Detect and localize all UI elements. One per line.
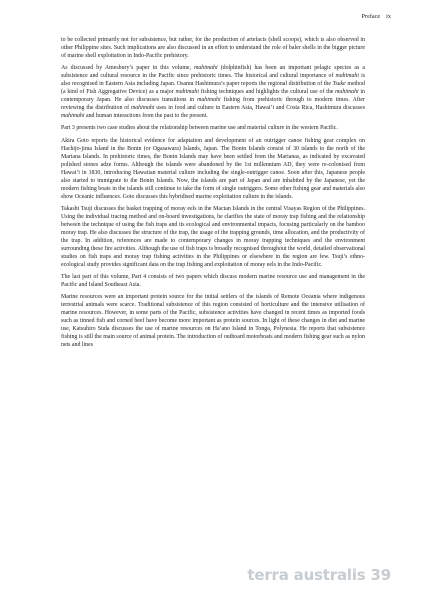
text-run: to be collected primarily not for subsistence, but rather, for the production of artefacts (shell scoops), which is also observed in other Philippine sites. Such implications are also discussed in an effort to understand the role of baler shells in the bigger picture of marine shell exploitation in Indo-Pacific prehistory. — [61, 37, 365, 59]
italic-term: mahimahi — [194, 65, 218, 72]
italic-term: mahimahi — [335, 89, 359, 96]
running-head-section: Preface — [361, 13, 381, 20]
paragraph-1 — [61, 36, 365, 60]
italic-term: mahimahi — [197, 97, 221, 104]
text-run: fishing from prehistoric through to modern times. After reviewing the distribution of — [61, 97, 365, 112]
text-run: The last part of this volume, Part 4 consists of two papers which discuss modern marine resource use and management in the Pacific and Island Southeast Asia. — [61, 273, 365, 288]
text-run: As discussed by Amesbury’s paper in this volume, — [61, 65, 195, 72]
paragraph-3 — [61, 124, 365, 132]
italic-term: Tsuke — [332, 81, 346, 88]
body-text — [61, 36, 365, 353]
text-run: and human interactions from the past to the present. — [84, 113, 208, 120]
text-run: uses in food and culture in Eastern Asia, Hawai’i and Costa Rica, Hashimura discusses — [154, 105, 365, 112]
text-run: is also recognised in Eastern Asia including Japan. Osamu Hashimura’s paper reports the regional distribution of the — [61, 73, 366, 88]
paragraph-7 — [61, 293, 365, 349]
italic-term: mahimahi — [175, 89, 199, 96]
text-run: method (a kind of Fish Aggregative Device) as a major — [61, 81, 365, 96]
running-head — [362, 13, 391, 20]
text-run: (dolphinfish) has been an important pelagic species as a subsistence and cultural resource in the Pacific since prehistoric times. The historical and cultural importance of — [61, 65, 365, 80]
italic-term: mahimahi — [61, 113, 85, 120]
italic-term: mahimahi — [130, 105, 155, 112]
paragraph-5 — [61, 205, 365, 269]
text-run: fishing techniques and highlights the cultural use of the — [198, 89, 336, 96]
page-number: ix — [386, 13, 391, 20]
paragraph-2 — [61, 64, 365, 120]
text-run: Marine resources were an important protein source for the initial settlers of the islands of Remote Oceania where indigenous terrestrial animals were scarce. Traditional subsistence of this region consisted of horticulture and the intensive utilisation of marine resources. However, in some parts of the Pacific, subsistence activities have changed in recent times as imported foods such as tinned fish and corned beef have become more important as protein sources. In light of these changes in diet and marine use, Katsuhiro Suda discusses the use of marine resources on Ha’ano Island in Tonga, Polynesia. He reports that subsistence fishing is still the main source of animal protein. The introduction of outboard motorboats and modern fishing gear such as nylon nets and lines — [61, 294, 365, 349]
paragraph-6 — [61, 273, 365, 289]
italic-term: mahimahi — [335, 73, 359, 80]
paragraph-4 — [61, 137, 365, 201]
series-footer: terra australis 39 — [247, 566, 391, 584]
text-run: Akira Goto reports the historical evidence for adaptation and development of an outrigger canoe fishing gear complex on Hachijo-jima Island in the Bonin (or Ogasawara) Islands, Japan. The Bonin Islands consist of 30 islands to the north of the Mariana Islands. In prehistoric times, the Bonin Islands may have been settled from the Marianas, as indicated by excavated polished stones adze forms. Although the islands were abandoned by the 1st millennium AD, they were re-colonised from Hawai’i in 1830, introducing Hawaiian material culture including the single-outrigger canoe. Soon after this, Japanese people also started to immigrate to the Bonin Islands. Now, the islands are part of Japan and are inhabited by the Japanese, yet the modern fishing boats in the islands still continue to take the form of single outriggers. Some other fishing gear and materials also show Oceanic influences. Goto discusses this hybridised marine exploitation culture in the islands. — [61, 137, 365, 200]
text-run: Takashi Tsuji discusses the basket trapping of moray eels in the Mactan Islands in the central Visayas Region of the Philippines. Using the individual tracing method and on-board investigations, he clarifies the state of moray trap fishing and the relationship between the technique of using the fish traps and its ecological and environmental impacts, focusing particularly on the bamboo moray trap. He also discusses the structure of the trap, the usage of the trapping grounds, time allocation, and the productivity of the trap. In addition, references are made to contemporary changes in moray trapping techniques and the environment surrounding these fire activities. Although the use of fish traps is broadly recognised throughout the world, detailed observational studies on fish traps and moray trap fishing activities in the Philippines or elsewhere in the region are few. Tsuji’s ethno-ecological study provides significant data on the trap fishing and exploitation of moray eels in the Indo-Pacific. — [61, 205, 365, 268]
text-run: Part 3 presents two case studies about the relationship between marine use and material culture in the western Pacific. — [61, 125, 338, 132]
text-run: in contemporary Japan. He also discusses transitions in — [61, 89, 365, 104]
